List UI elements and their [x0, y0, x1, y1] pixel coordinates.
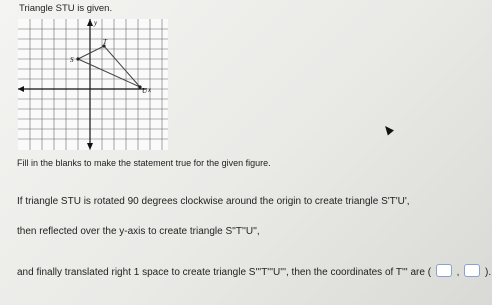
comma: ,: [456, 267, 460, 278]
answer-x-input[interactable]: [436, 264, 452, 277]
statement-line-3-text: and finally translated right 1 space to create triangle S'''T'''U''', then the coordinates of T''' are: [17, 267, 428, 278]
y-axis-label: y: [94, 19, 98, 27]
prompt-title: Triangle STU is given.: [19, 3, 113, 14]
answer-y-input[interactable]: [464, 264, 480, 277]
label-u: U: [142, 87, 148, 95]
statement-line-2: then reflected over the y-axis to create triangle S''T''U'',: [17, 226, 260, 237]
close-paren: ).: [484, 267, 492, 278]
x-axis-label: x: [148, 86, 152, 94]
instruction-text: Fill in the blanks to make the statement true for the given figure.: [17, 158, 271, 168]
point-s: [76, 57, 79, 60]
mouse-pointer-icon: [382, 123, 394, 135]
coordinate-grid: [18, 19, 168, 150]
statement-line-3: [17, 264, 491, 278]
label-s: S: [70, 56, 74, 64]
open-paren: (: [427, 267, 432, 278]
statement-line-1: If triangle STU is rotated 90 degrees clockwise around the origin to create triangle S'T'U',: [17, 196, 410, 207]
label-t: T: [103, 38, 107, 46]
